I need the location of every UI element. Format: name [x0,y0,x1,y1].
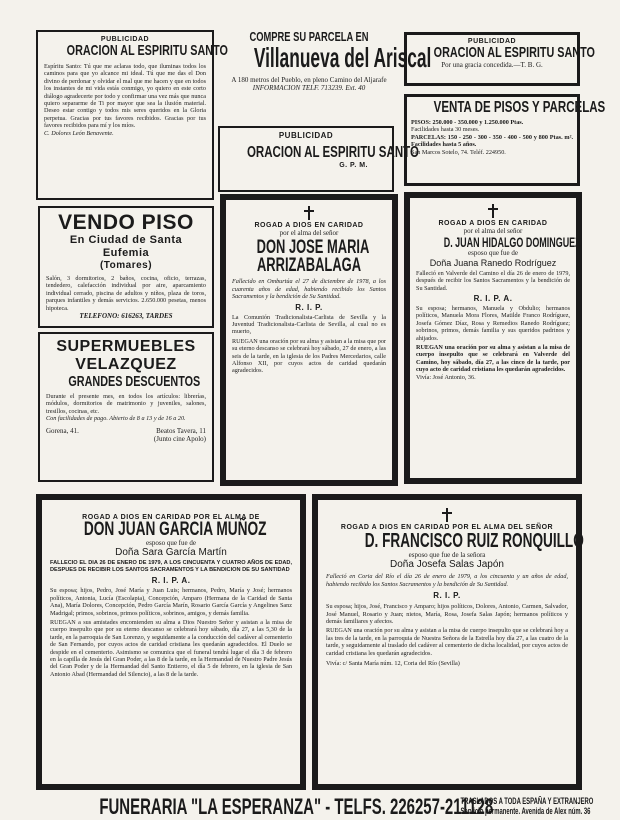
esquela-ripa: R. I. P. A. [151,576,191,586]
esquela-ruegan: RUEGAN una oración por su alma y asistan a la misa de cuerpo insepulto que se celebrará hoy a las tres de la tarde, en la parroquia de Nuestra Señora de la Estrella hoy día 27, a las cuatro de la tarde, y seguidamente al traslado del cadáver al cementerio de dicha localidad, por cuyos actos de caridad cristiana les quedarán agradecidos. [326,627,568,657]
ad-super-title1: SUPERMUEBLES [56,338,196,355]
esquela-ruegan: RUEGAN una oración por su alma y asistan a la misa que por su eterno descanso se celebrará hoy sábado, 27 de enero, a las seis de la tarde, en la iglesia de los Padres Mercedarios, calle Alfonso XII, por cuyos actos de caridad quedarán agradecidos. [232,337,386,375]
ad-label: PUBLICIDAD [100,36,150,43]
ad-super [38,332,214,482]
ad-venta [404,94,606,186]
cross-icon [488,204,498,218]
ad-oracion-mid [218,126,419,192]
ad-venta-line1: PISOS: 250.000 - 350.000 y 1.250.000 Ptas. [411,119,524,126]
esquela-comunion: La Comunión Tradicionalista-Carlista de Sevilla y la Juventud Tradicionalista-Carlista de Sevilla, al cual no es muerto, [232,313,386,336]
esquela-ruegan: RUEGAN a sus amistades encomienden su alma a Dios Nuestro Señor y asistan a la misa de cuerpo insepulto que por su eterno descanso se celebrará hoy sábado, día 27, a las 5,30 de la tarde, en la parroquia de San Lorenzo, y seguidamente a la conducción del cadáver al cementerio de San Fernando, por cuyos actos de caridad cristiana les quedarán agradecidos. El Duelo se despide en el cementerio. Asimismo se comunica que el funeral tendrá lugar el día 3 de febrero en la capilla de Jesús del Gran Poder, a las 8 de la tarde, en la Hermandad de Nuestro Padre Jesús del Gran Poder y de la Hermandad del Santo Entierro, el día 5 de febrero, en la iglesia de San Antonio Abad (Hermandad del Silencio), a las 8 de la tarde. [50,619,292,678]
ad-vendo-phone: TELEFONO: 616263, TARDES [79,312,173,321]
esquela-fallecio: Fallecido en Omburtúa el 27 de diciembre de 1978, a los cuarenta años de edad, habiendo recibido los Santos Sacramentos y la bendición de Su Santidad. [232,278,386,301]
ad-super-title3: GRANDES DESCUENTOS [68,373,201,390]
ad-parcela [218,28,432,120]
ad-super-body: Durante el presente mes, en todos los artículos: librerías, módulos, dormitorios de matrimonio y juveniles, salones, tresillos, cocinas, etc. [46,393,206,415]
ad-venta-line3: PARCELAS: 150 - 250 - 300 - 350 - 400 - 500 y 800 Ptas. m². Facilidades hasta 5 años. [411,133,573,149]
footer-traslados [432,796,594,819]
esquela-name: D. FRANCISCO RUIZ RONQUILLO [364,530,584,552]
esquela-esposo: esposo que fue de [146,539,196,547]
cross-icon [442,508,452,522]
ad-label: PUBLICIDAD [278,131,334,140]
ad-venta-line4: San Marcos Sotelo, 74. Teléf. 224950. [411,148,506,156]
ad-vendo [38,206,214,328]
esquela-name2: ARRIZABALAGA [256,255,362,277]
ad-vendo-body: Salón, 3 dormitorios, 2 baños, cocina, oficio, terrazas, tendedero, calefacción individual por aire, aparcamiento individual cerrado, piscina de adultos y niños, plaza de toros, parques infantiles y demás servicios. 2.650.000 pesetas, menos hipoteca. [46,275,206,312]
esquela-vivia: Vivía: c/ Santa María núm. 12, Coria del Río (Sevilla) [326,660,460,668]
ad-sig: G. P. M. [339,162,368,169]
esquela-ruegan: RUEGAN una oración por su alma y asistan a la misa de cuerpo insepulto que se celebrará en Valverde del Camino, hoy sábado, día 27, a las cinco de la tarde, por cuyo acto de caridad cristiana les quedarán agradecidos. [416,344,570,374]
footer-funeraria [36,794,494,820]
esquela-vivia: Vivía: José Antonio, 36. [416,373,476,381]
esquela-family: Su esposa; hijos, Pedro, José María y Juan Luis; hermanos, Pedro, María y José; hermanos políticos, Antonia, Lucía (Escolapia), Concepción, Amparo (Hermana de la Caridad de Santa Ana), María Dolores, Concepción, Pedro García Marín, Rosario García García y Angelines Sanz Madrigal; primos, sobrinos, primos políticos, sobrinos, amigos, y demás familia. [50,587,292,617]
ad-title: ORACION AL ESPIRITU SANTO [246,144,419,161]
ad-label: PUBLICIDAD [467,38,517,45]
ad-signature: C. Dolores León Benavente. [44,129,114,137]
esquela-esposo: esposo que fue de [468,249,518,258]
ad-oracion-right [404,32,595,86]
esquela-wife: Doña Josefa Salas Japón [390,559,504,571]
ad-super-title2: VELAZQUEZ [75,356,177,373]
esquela-juan-hidalgo [404,192,582,484]
esquela-ruego: ROGAD A DIOS EN CARIDAD POR EL ALMA DEL SEÑOR [340,524,554,531]
esquela-juan-garcia [36,494,306,790]
ad-parcela-body: A 180 metros del Pueblo, en pleno Camino del Aljarafe [231,76,387,84]
footer-servicio-text: Servicio permanente. Avenida de Alex núm. 36 [460,806,591,817]
esquela-esposo: esposo que fue de la señora [408,551,486,559]
esquela-por: por el alma del señor [279,229,339,237]
ad-parcela-line1: COMPRE SU PARCELA EN [249,29,369,44]
ad-oracion-left [36,30,228,200]
esquela-ruego: ROGAD A DIOS EN CARIDAD [438,220,548,227]
esquela-family: Su esposa; hijos, José, Francisco y Amparo; hijos políticos, Dolores, Antonio, Carmen, Salvador, José Manuel, Rosario y Juan; nietos, María, Rosa, Josefa Salas Japón; hermanos políticos y demás familiares y afectos. [326,603,568,626]
ad-vendo-subtitle2: (Tomares) [99,260,153,271]
ad-vendo-subtitle: En Ciudad de Santa Eufemia [69,234,183,259]
ad-super-addr3: (Junto cine Apolo) [153,435,206,444]
esquela-ripa: R. I. P. A. [473,294,513,304]
footer-funeraria-text: FUNERARIA "LA ESPERANZA" - TELFS. 226257-211128 [99,794,494,819]
esquela-ruego: ROGAD A DIOS EN CARIDAD POR EL ALMA DE [82,514,260,521]
ad-super-hours: Con facilidades de pago. Abierto de 8 a 13 y de 16 a 20. [46,415,186,423]
esquela-fallecio: Falleció en Valverde del Camino el día 26 de enero de 1979, después de recibir los Santos Sacramentos y la bendición de Su Santidad. [416,269,570,292]
ad-parcela-info: INFORMACION TELF. 713239. Ext. 40 [252,84,366,93]
ad-super-addr1: Gorena, 41. [46,426,79,435]
esquela-wife: Doña Sara García Martín [115,547,227,559]
esquela-family: Su esposa; hermanos, Manuela y Obdulio; hermanos políticos, Manuela Mora Flores, Matilde Franco Rodríguez, Josefa Gómez Díaz, Rosa y Remedios Ranedo Rodríguez; sobrinos, primos, demás familia y sus queridos padrinos y ahijados. [416,305,570,342]
ad-title: ORACION AL ESPIRITU SANTO [433,44,595,61]
cross-icon [304,206,314,220]
ad-title: ORACION AL ESPIRITU SANTO [66,42,228,59]
esquela-name1: DON JOSE MARIA [256,237,370,259]
ad-venta-title: VENTA DE PISOS Y PARCELAS [433,99,606,116]
esquela-rip: R. I. P. [433,591,461,601]
esquela-ruego: ROGAD A DIOS EN CARIDAD [254,222,364,229]
ad-super-addr2: Beatos Tavera, 11 [156,426,206,435]
esquela-fallecio: Falleció en Coria del Río el día 26 de enero de 1979, a los cincuenta y un años de edad, habiendo recibido los Santos Sacramentos y la bendición de Su Santidad. [326,573,568,588]
esquela-fallecio: FALLECIO EL DIA 26 DE ENERO DE 1979, A LOS CINCUENTA Y CUATRO AÑOS DE EDAD, DESPUES DE RECIBIR LOS SANTOS SACRAMENTOS Y LA BENDICION DE SU SANTIDAD [50,560,292,574]
footer-traslados-text: TRASLADOS A TODA ESPAÑA Y EXTRANJERO [460,796,594,807]
ad-parcela-line2: Villanueva del Ariscal [253,42,432,73]
esquela-name: DON JUAN GARCIA MUÑOZ [83,519,267,540]
ad-body: Espíritu Santo: Tú que me aclaras todo, que iluminas todos los caminos para que yo alcance mi ideal. Tú que me das el Don divino de perdonar y olvidar el mal que me hacen y que en todos los instantes de mi vida estás conmigo, yo quiero en este corto diálogo agradecerte por todo y confirmar una vez más que nunca quiero separarme de Ti por mayor que sea la ilusión material. Deseo estar contigo y todos mis seres queridos en la Gloria perpetua. Gracias por tus favores recibidos. Gracias por tus favores recibidos para mí y los míos. [44,63,206,130]
esquela-name: D. JUAN HIDALGO DOMINGUEZ [443,234,581,251]
esquela-rip: R. I. P. [295,302,323,312]
esquela-por: por el alma del señor [463,227,523,235]
esquela-francisco [312,494,582,790]
ad-body: Por una gracia concedida.—T. B. G. [441,61,543,69]
esquela-wife: Doña Juana Ranedo Rodríguez [429,257,557,268]
ad-vendo-title: VENDO PISO [58,211,194,234]
ad-venta-line2: Facilidades hasta 30 meses. [411,126,480,134]
esquela-jose-maria [220,194,398,486]
